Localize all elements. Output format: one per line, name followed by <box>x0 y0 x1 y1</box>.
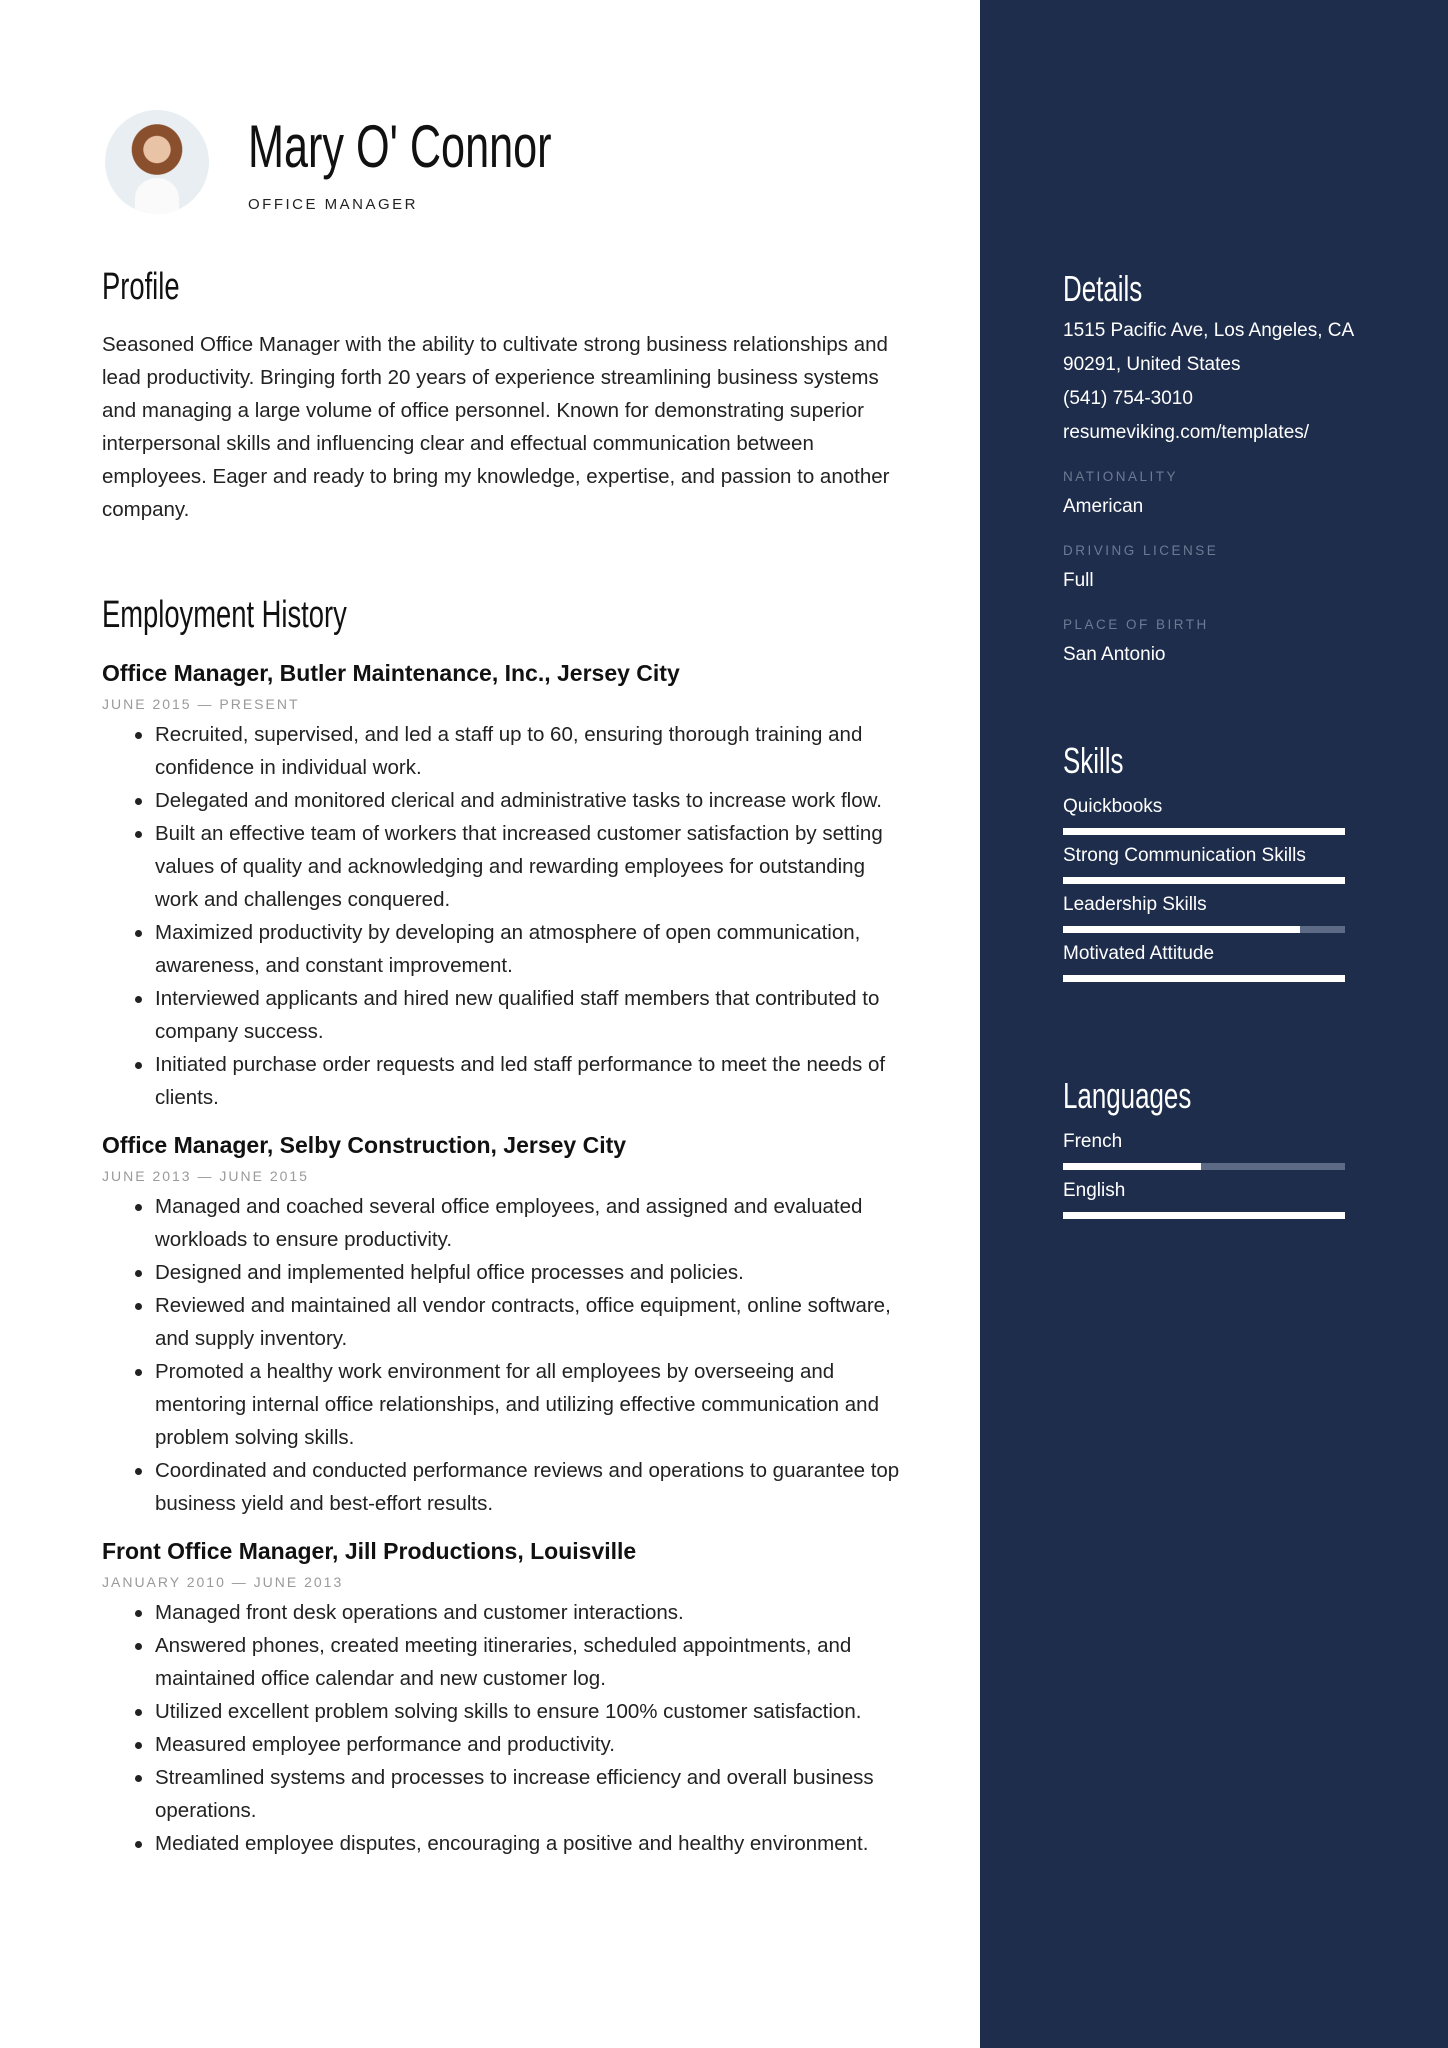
job-bullet: Managed front desk operations and customer interactions. <box>102 1596 912 1629</box>
skills-name: Motivated Attitude <box>1063 943 1215 964</box>
job-entry <box>102 1534 912 1860</box>
level-fill <box>1063 828 1345 835</box>
level-bar <box>1063 1163 1345 1170</box>
employment-heading: Employment History <box>102 594 347 636</box>
job-bullet: Mediated employee disputes, encouraging a positive and healthy environment. <box>102 1827 912 1860</box>
profile-text: Seasoned Office Manager with the ability to cultivate strong business relationships and lead productivity. Bringing forth 20 years of experience streamlining business systems and managing a large volume of office personnel. Known for demonstrating superior interpersonal skills and influencing clear and effectual communication between employees. Eager and ready to bring my knowledge, expertise, and passion to another company. <box>102 333 890 521</box>
skills-name: Leadership Skills <box>1063 894 1207 915</box>
job-bullets <box>102 718 912 1114</box>
languages-section <box>1063 1075 1363 1219</box>
job-bullet: Interviewed applicants and hired new qualified staff members that contributed to company success. <box>102 982 912 1048</box>
job-bullet: Designed and implemented helpful office processes and policies. <box>102 1256 912 1289</box>
website-link[interactable]: resumeviking.com/templates/ <box>1063 422 1310 443</box>
job-heading: Front Office Manager, Jill Productions, Louisville <box>102 1538 637 1564</box>
skill-item <box>1063 943 1363 982</box>
level-bar <box>1063 926 1345 933</box>
details-section <box>1063 268 1363 672</box>
candidate-name: Mary O' Connor <box>248 113 552 180</box>
job-bullet: Delegated and monitored clerical and administrative tasks to increase work flow. <box>102 784 912 817</box>
skills-name: Quickbooks <box>1063 796 1163 817</box>
skill-item <box>1063 796 1363 835</box>
languages-list <box>1063 1131 1363 1219</box>
address-line-1: 1515 Pacific Ave, Los Angeles, CA <box>1063 320 1355 341</box>
details-heading: Details <box>1063 268 1143 309</box>
skills-section <box>1063 740 1363 982</box>
job-bullet: Coordinated and conducted performance reviews and operations to guarantee top business yield and best-effort results. <box>102 1454 912 1520</box>
license-label: DRIVING LICENSE <box>1063 543 1219 558</box>
job-bullet: Reviewed and maintained all vendor contracts, office equipment, online software, and supply inventory. <box>102 1289 912 1355</box>
employment-list <box>102 656 912 1874</box>
job-entry <box>102 656 912 1114</box>
skill-item <box>1063 894 1363 933</box>
job-bullet: Recruited, supervised, and led a staff up to 60, ensuring thorough training and confidence in individual work. <box>102 718 912 784</box>
birth-value: San Antonio <box>1063 644 1166 665</box>
birth-label: PLACE OF BIRTH <box>1063 617 1209 632</box>
level-fill <box>1063 926 1300 933</box>
job-bullet: Promoted a healthy work environment for all employees by overseeing and mentoring internal office relationships, and utilizing effective communication and problem solving skills. <box>102 1355 912 1454</box>
job-bullet: Maximized productivity by developing an atmosphere of open communication, awareness, and constant improvement. <box>102 916 912 982</box>
level-fill <box>1063 975 1345 982</box>
level-fill <box>1063 1212 1345 1219</box>
skill-item <box>1063 845 1363 884</box>
job-bullet: Initiated purchase order requests and led staff performance to meet the needs of clients. <box>102 1048 912 1114</box>
level-bar <box>1063 877 1345 884</box>
level-bar <box>1063 828 1345 835</box>
job-entry <box>102 1128 912 1520</box>
skills-heading: Skills <box>1063 740 1124 781</box>
address-line-2: 90291, United States <box>1063 354 1241 375</box>
languages-heading: Languages <box>1063 1075 1192 1116</box>
job-title: OFFICE MANAGER <box>248 196 419 213</box>
nationality-label: NATIONALITY <box>1063 469 1179 484</box>
job-bullet: Utilized excellent problem solving skills to ensure 100% customer satisfaction. <box>102 1695 912 1728</box>
level-fill <box>1063 877 1345 884</box>
job-heading: Office Manager, Butler Maintenance, Inc., Jersey City <box>102 660 680 686</box>
language-item <box>1063 1180 1363 1219</box>
level-fill <box>1063 1163 1201 1170</box>
job-bullet: Measured employee performance and productivity. <box>102 1728 912 1761</box>
phone: (541) 754-3010 <box>1063 388 1193 409</box>
languages-name: English <box>1063 1180 1126 1201</box>
level-bar <box>1063 1212 1345 1219</box>
languages-name: French <box>1063 1131 1123 1152</box>
level-bar <box>1063 975 1345 982</box>
job-bullets <box>102 1190 912 1520</box>
job-bullets <box>102 1596 912 1860</box>
license-value: Full <box>1063 570 1094 591</box>
skills-name: Strong Communication Skills <box>1063 845 1306 866</box>
job-bullet: Managed and coached several office employees, and assigned and evaluated workloads to ensure productivity. <box>102 1190 912 1256</box>
job-bullet: Built an effective team of workers that increased customer satisfaction by setting values of quality and acknowledging and rewarding employees for outstanding work and challenges conquered. <box>102 817 912 916</box>
job-bullet: Streamlined systems and processes to increase efficiency and overall business operations. <box>102 1761 912 1827</box>
job-dates: JUNE 2015 — PRESENT <box>102 696 300 712</box>
language-item <box>1063 1131 1363 1170</box>
job-heading: Office Manager, Selby Construction, Jersey City <box>102 1132 627 1158</box>
job-dates: JUNE 2013 — JUNE 2015 <box>102 1168 309 1184</box>
nationality-value: American <box>1063 496 1144 517</box>
profile-heading: Profile <box>102 266 180 308</box>
avatar <box>105 110 209 214</box>
job-bullet: Answered phones, created meeting itineraries, scheduled appointments, and maintained office calendar and new customer log. <box>102 1629 912 1695</box>
job-dates: JANUARY 2010 — JUNE 2013 <box>102 1574 344 1590</box>
skills-list <box>1063 796 1363 982</box>
